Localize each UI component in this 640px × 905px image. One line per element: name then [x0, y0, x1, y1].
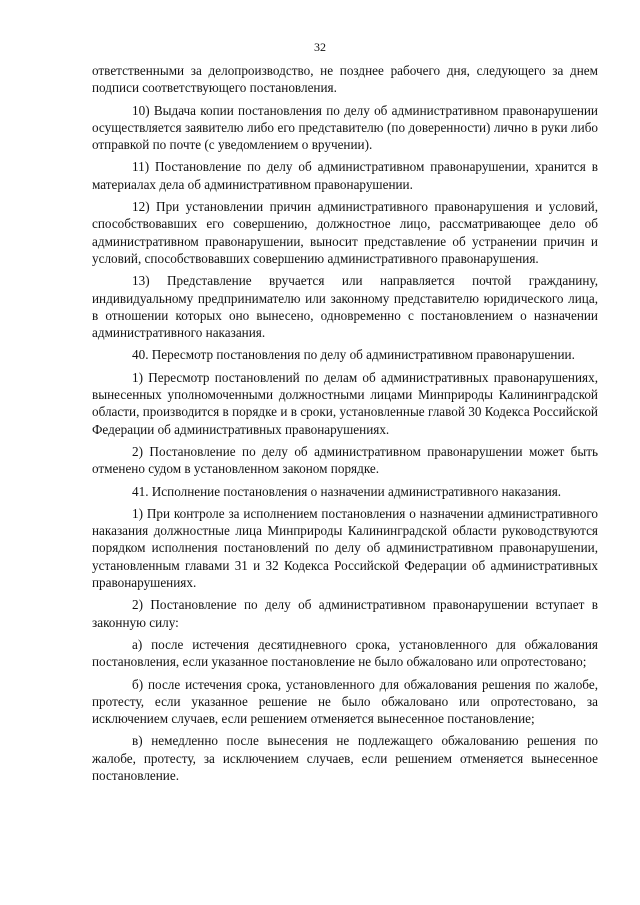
subitem-a: а) после истечения десятидневного срока, установленного для обжалования постановления, если указанное постановление не было обжаловано или опротестовано; [92, 636, 598, 670]
paragraph-40-item-1: 1) Пересмотр постановлений по делам об административных правонарушениях, вынесенных уполномоченными должностными лицами Минприроды Калининградской области, производится в порядке и в сроки, установленные главой 30 Кодекса Российской Федерации об административных правонарушениях. [92, 369, 598, 437]
subitem-v: в) немедленно после вынесения не подлежащего обжалованию решения по жалобе, протесту, за исключением случаев, если решением отменяется вынесенное постановление. [92, 733, 598, 783]
paragraph-continuation: ответственными за делопроизводство, не позднее рабочего дня, следующего за днем подписи соответствующего постановления. [92, 63, 598, 96]
section-heading-40: 40. Пересмотр постановления по делу об административном правонарушении. [132, 347, 575, 363]
paragraph-41-item-1: 1) При контроле за исполнением постановления о назначении административного наказания должностные лица Минприроды Калининградской области руководствуются порядком исполнения постановлений по делу об административном правонарушении, установленным главами 31 и 32 Кодекса Российской Федерации об административных правонарушениях. [92, 505, 598, 591]
subitem-b: б) после истечения срока, установленного для обжалования решения по жалобе, протесту, если указанное решение не было обжаловано или опротестовано, за исключением случаев, если решением отменяется вынесенное постановление; [92, 676, 598, 727]
paragraph-item-12: 12) При установлении причин административного правонарушения и условий, способствовавших его совершению, должностное лицо, рассматривающее дело об административном правонарушении, выносит представление об устранении причин и условий, способствовавших совершению административного правонарушения. [92, 199, 598, 266]
paragraph-item-11: 11) Постановление по делу об административном правонарушении, хранится в материалах дела об административном правонарушении. [92, 159, 598, 192]
paragraph-40-item-2: 2) Постановление по делу об административном правонарушении может быть отменено судом в установленном законом порядке. [92, 443, 598, 477]
paragraph-item-10: 10) Выдача копии постановления по делу об административном правонарушении осуществляется заявителю либо его представителю (по доверенности) лично в руки либо отправкой по почте (с уведомлением о вручении). [92, 102, 598, 153]
page-number: 32 [314, 40, 326, 54]
paragraph-41-item-2: 2) Постановление по делу об административном правонарушении вступает в законную силу: [92, 597, 598, 630]
paragraph-item-13: 13) Представление вручается или направляется почтой гражданину, индивидуальному предпринимателю или законному представителю юридического лица, в отношении которых оно вынесено, одновременно с постановлением о назначении административного наказания. [92, 273, 598, 341]
document-body [92, 62, 598, 789]
section-heading-41: 41. Исполнение постановления о назначении административного наказания. [132, 483, 562, 499]
